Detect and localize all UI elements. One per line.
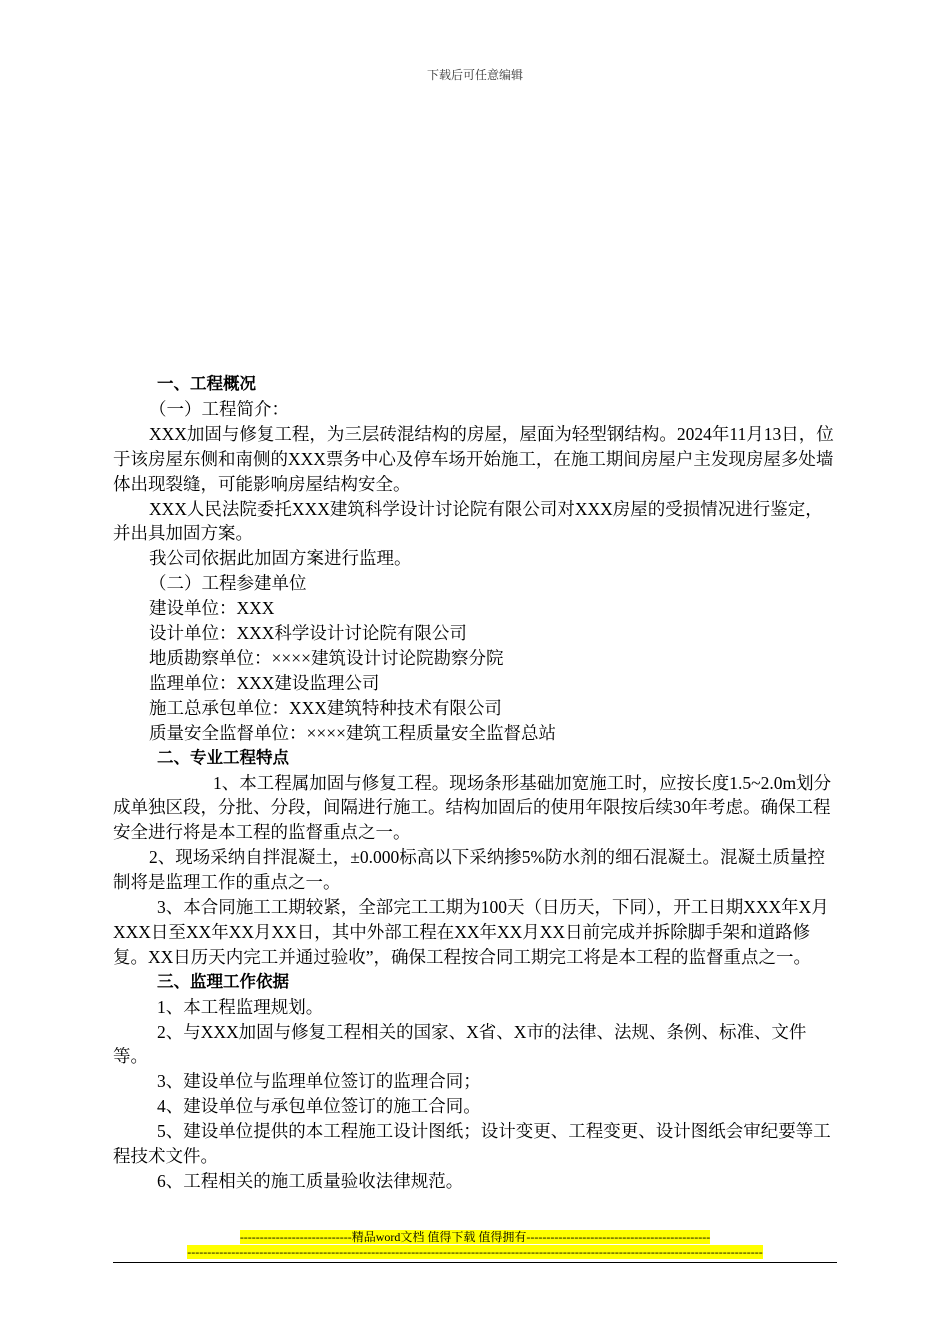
paragraph: XXX人民法院委托XXX建筑科学设计讨论院有限公司对XXX房屋的受损情况进行鉴定，并出具加固方案。 — [113, 498, 823, 544]
paragraph: 1、本工程属加固与修复工程。现场条形基础加宽施工时，应按长度1.5~2.0m划分成单独区段，分批、分段，间隔进行施工。结构加固后的使用年限按后续30年考虑。确保工程安全进行将是本工程的监督重点之一。 — [113, 772, 832, 843]
footer-line-1 — [0, 1230, 950, 1244]
paragraph: 5、建设单位提供的本工程施工设计图纸；设计变更、工程变更、设计图纸会审纪要等工程技术文件。 — [113, 1121, 831, 1167]
footer-text-1: ----------------------------精品word文档 值得下载 值得拥有---------------------------------------------- — [239, 1230, 711, 1244]
paragraph: 2、现场采纳自拌混凝土，±0.000标高以下采纳掺5%防水剂的细石混凝土。混凝土质量控制将是监理工作的重点之一。 — [113, 847, 826, 893]
header-note: 下载后可任意编辑 — [426, 68, 523, 82]
footer-text-2: ------------------------------------------------------------------------------------------------------------------------------------------------ — [187, 1245, 763, 1259]
paragraph: 地质勘察单位：××××建筑设计讨论院勘察分院 — [149, 647, 504, 668]
paragraph: 施工总承包单位：XXX建筑特种技术有限公司 — [149, 697, 502, 718]
section-heading: 三、监理工作依据 — [157, 971, 289, 991]
paragraph: XXX加固与修复工程，为三层砖混结构的房屋，屋面为轻型钢结构。2024年11月13日，位于该房屋东侧和南侧的XXX票务中心及停车场开始施工，在施工期间房屋户主发现房屋多处墙体出现裂缝，可能影响房屋结构安全。 — [113, 423, 834, 494]
paragraph: 2、与XXX加固与修复工程相关的国家、X省、X市的法律、法规、条例、标准、文件等。 — [113, 1021, 807, 1067]
document-body — [113, 372, 837, 1194]
paragraph: 4、建设单位与承包单位签订的施工合同。 — [157, 1096, 481, 1117]
paragraph: 质量安全监督单位：××××建筑工程质量安全监督总站 — [149, 722, 556, 743]
section-heading: 一、工程概况 — [157, 374, 256, 393]
paragraph: 3、本合同施工工期较紧，全部完工工期为100天（日历天，下同），开工日期XXX年X月XXX日至XX年XX月XX日，其中外部工程在XX年XX月XX日前完成并拆除脚手架和道路修复。XX日历天内完工并通过验收”，确保工程按合同工期完工将是本工程的监督重点之一。 — [113, 897, 829, 967]
section-heading: 二、专业工程特点 — [157, 747, 289, 767]
paragraph: 监理单位：XXX建设监理公司 — [149, 672, 380, 693]
paragraph: 设计单位：XXX科学设计讨论院有限公司 — [149, 623, 467, 644]
paragraph: （一）工程简介： — [149, 398, 289, 419]
paragraph: 建设单位：XXX — [149, 598, 275, 619]
paragraph: （二）工程参建单位 — [149, 573, 307, 594]
footer-rule — [113, 1262, 837, 1263]
footer-line-2 — [0, 1245, 950, 1259]
paragraph: 6、工程相关的施工质量验收法律规范。 — [157, 1171, 464, 1191]
paragraph: 1、本工程监理规划。 — [157, 996, 324, 1017]
paragraph: 3、建设单位与监理单位签订的监理合同； — [157, 1071, 481, 1092]
paragraph: 我公司依据此加固方案进行监理。 — [149, 548, 412, 569]
